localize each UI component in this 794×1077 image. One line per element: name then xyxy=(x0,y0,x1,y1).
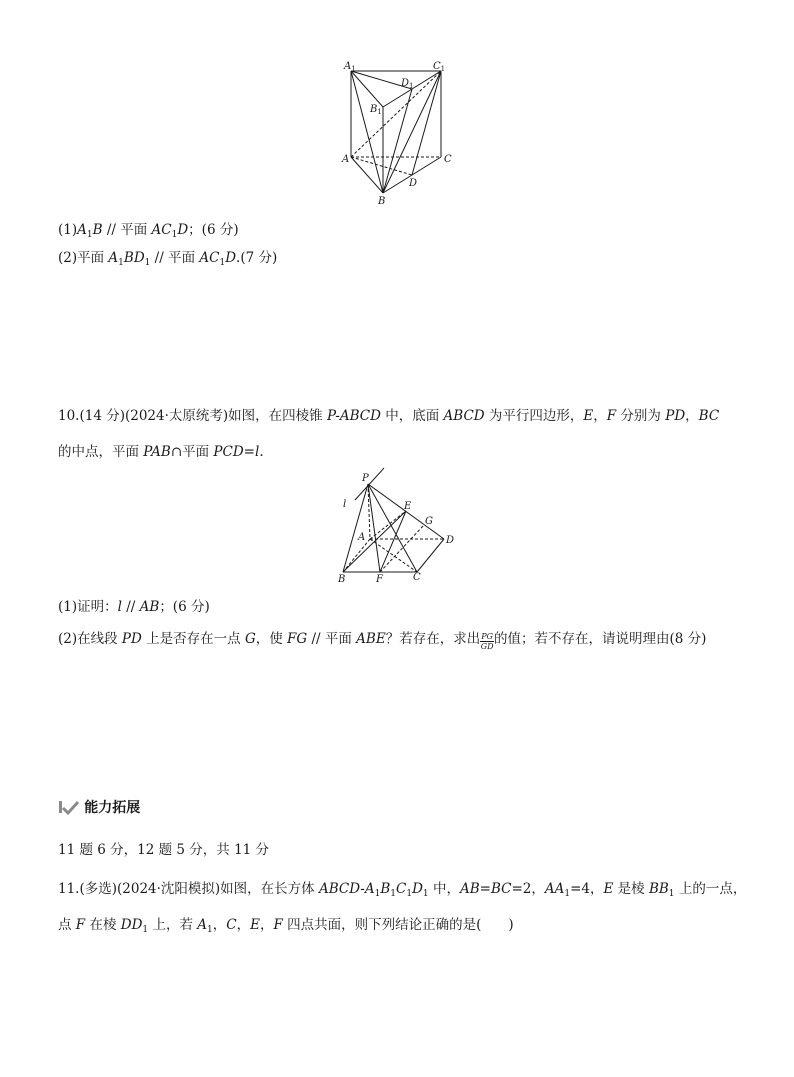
problem11-line2: 点 F 在棱 $DD_1$ 上，若 $A_1$，C，E，F 四点共面，则下列结论正确的是( ) xyxy=(58,917,514,935)
edge-p-b xyxy=(343,484,368,572)
edge-c-d xyxy=(417,539,444,572)
edge-p-f xyxy=(368,484,380,572)
problem10-line2: 的中点，平面 PAB∩平面 PCD=l. xyxy=(58,444,264,460)
edge-a-c xyxy=(370,539,417,572)
label-f: F xyxy=(376,574,383,585)
fraction-pg-gd: $\frac{PG}{GD}$ xyxy=(480,632,494,651)
label-e: E xyxy=(404,501,412,512)
edge-f-g xyxy=(380,525,424,572)
label-p: P xyxy=(362,473,369,484)
problem11-line1: 11.(多选)(2024·沈阳模拟)如图，在长方体 ABCD-$A_1B_1C_1D_1$ 中，AB=BC=2，$AA_1=4$，E 是棱 $BB_1$ 上的一点， xyxy=(58,881,747,899)
label-d1: $D_1$ xyxy=(401,78,414,90)
section-title: 能力拓展 xyxy=(84,800,141,816)
label-a: A xyxy=(342,154,350,165)
label-g: G xyxy=(425,516,433,527)
problem10-part1: (1)证明：l // AB；(6 分) xyxy=(58,599,210,615)
label-b1: $B_1$ xyxy=(370,104,382,116)
edge-e-f xyxy=(380,511,406,572)
problem9-part1: $(1)A_1B$ // 平面 $AC_1D$；(6 分) xyxy=(58,222,239,240)
label-c: C xyxy=(413,572,421,583)
label-b: B xyxy=(378,196,386,207)
label-d: D xyxy=(446,535,455,546)
edge-a-b xyxy=(343,539,370,572)
label-c1: $C_1$ xyxy=(433,61,446,73)
problem9-part2: (2)平面 $A_1BD_1$ // 平面 $AC_1D.(7$ 分) xyxy=(58,250,278,268)
label-a: A xyxy=(358,532,366,543)
problem10-part2: (2)在线段 PD 上是否存在一点 G，使 FG // 平面 ABE？若存在，求出 $\frac{PG}{GD}$ 的值；若不存在，请说明理由(8 分) xyxy=(58,631,707,651)
edge-a-e xyxy=(370,511,406,539)
label-c: C xyxy=(444,154,452,165)
checkmark-icon xyxy=(58,799,80,815)
edge-p-c xyxy=(368,484,417,572)
edge-e-b xyxy=(343,511,406,572)
problem10-line1: 10.(14 分)(2024·太原统考)如图，在四棱锥 P-ABCD 中，底面 ABCD 为平行四边形，E，F 分别为 PD，BC xyxy=(58,408,720,424)
label-a1: $A_1$ xyxy=(344,61,356,73)
label-b: B xyxy=(338,574,346,585)
label-d: D xyxy=(409,178,418,189)
section-score-line: 11 题 6 分，12 题 5 分，共 11 分 xyxy=(58,842,270,858)
section-header xyxy=(58,797,140,817)
label-l: l xyxy=(343,499,347,510)
answer-blank[interactable] xyxy=(481,917,508,933)
